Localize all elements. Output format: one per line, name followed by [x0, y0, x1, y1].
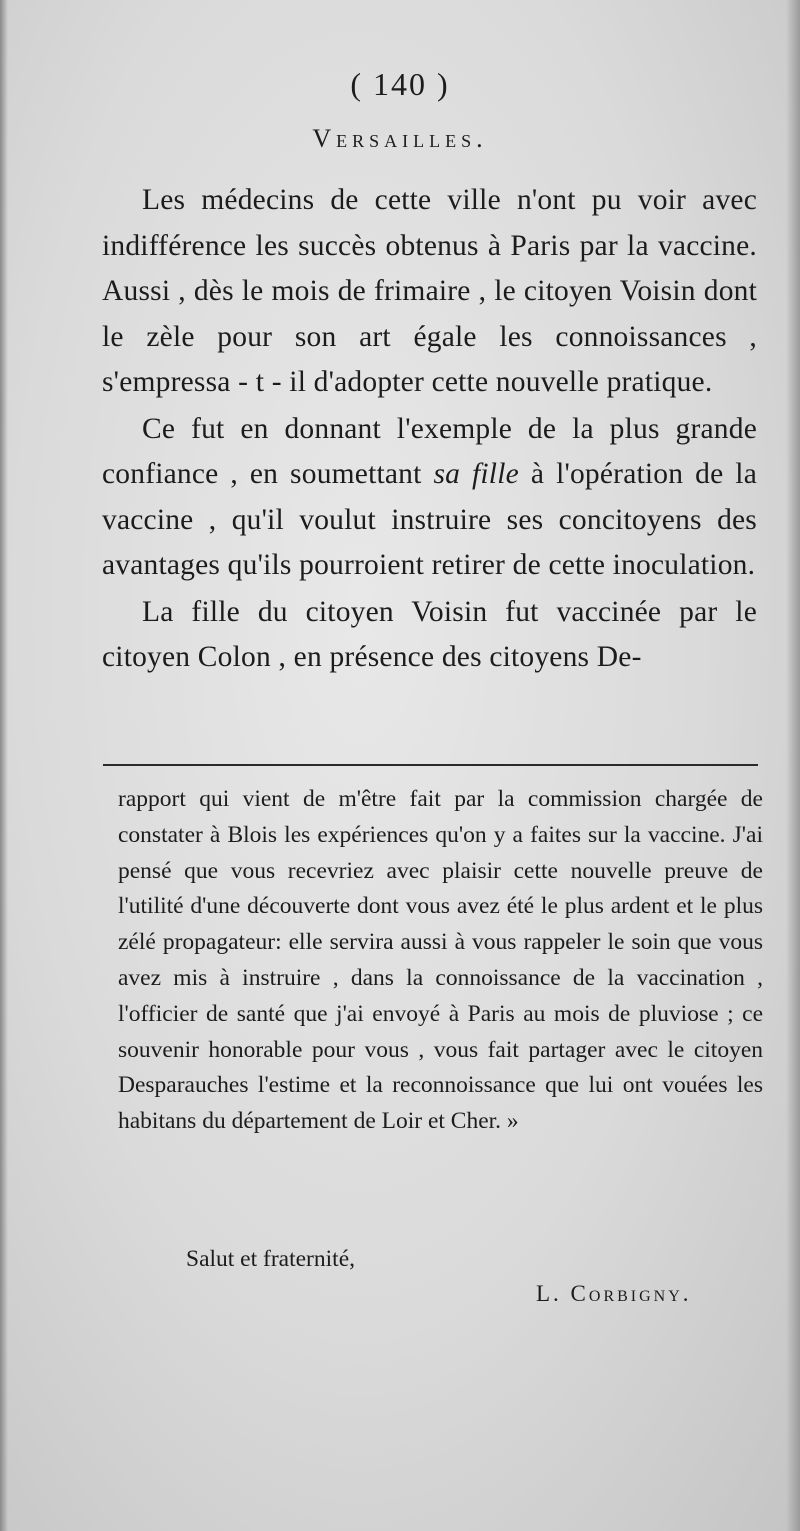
paragraph-2-end: à l'opération de la vaccine , qu'il voulut instruire ses concitoyens des avantages qu'ils pourroient retirer de cette inoculation.	[102, 458, 757, 581]
page-edge-shadow-right	[786, 0, 800, 1531]
signature: L. Corbigny.	[536, 1281, 692, 1306]
footnote	[118, 782, 763, 1140]
paragraph-2	[102, 407, 757, 589]
paragraph-1: Les médecins de cette ville n'ont pu voir avec indifférence les succès obtenus à Paris par la vaccine. Aussi , dès le mois de frimaire , le citoyen Voisin dont le zèle pour son art égale les connoissances , s'empressa - t - il d'adopter cette nouvelle pratique.	[102, 184, 757, 398]
paragraph-3: La fille du citoyen Voisin fut vaccinée par le citoyen Colon , en présence des citoyens De-	[102, 595, 757, 673]
section-title: Versailles.	[312, 124, 488, 153]
page-number: ( 140 )	[350, 66, 450, 102]
page-edge-shadow-left	[0, 0, 8, 1531]
main-text	[102, 178, 757, 681]
italic-phrase: sa fille	[433, 458, 519, 490]
footnote-text: rapport qui vient de m'être fait par la commission chargée de constater à Blois les expériences qu'on y a faites sur la vaccine. J'ai pensé que vous recevriez avec plaisir cette nouvelle preuve de l'utilité d'une découverte dont vous avez été le plus ardent et le plus zélé propagateur: elle servira aussi à vous rappeler le soin que vous avez mis à instruire , dans la connoissance de la vaccination , l'officier de santé que j'ai envoyé à Paris au mois de pluviose ; ce souvenir honorable pour vous , vous fait partager avec le citoyen Desparauches l'estime et la reconnoissance que lui ont vouées les habitans du département de Loir et Cher. »	[118, 786, 763, 1135]
paragraph-2-start: Ce fut en donnant l'exemple de la plus grande confiance , en soumettant	[102, 412, 757, 490]
letter-closing: Salut et fraternité,	[186, 1246, 355, 1272]
footnote-divider	[103, 764, 758, 766]
